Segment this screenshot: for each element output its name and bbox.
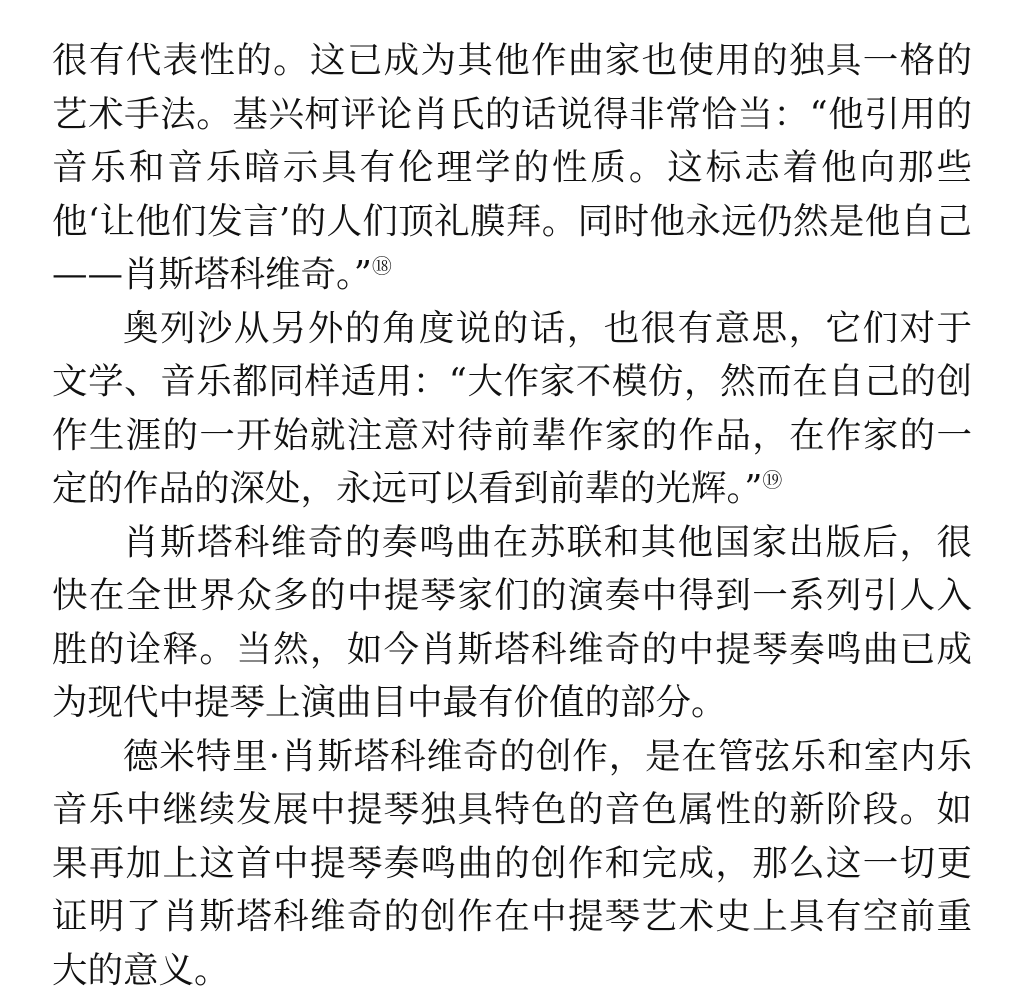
paragraph-3-text: 肖斯塔科维奇的奏鸣曲在苏联和其他国家出版后，很快在全世界众多的中提琴家们的演奏中得到一系列引人入胜的诠释。当然，如今肖斯塔科维奇的中提琴奏鸣曲已成为现代中提琴上演曲目中最有价值的部分。 xyxy=(52,522,972,724)
paragraph-1 xyxy=(52,34,972,302)
document-page xyxy=(52,34,972,997)
paragraph-1-text: 很有代表性的。这已成为其他作曲家也使用的独具一格的艺术手法。基兴柯评论肖氏的话说得非常恰当：“他引用的音乐和音乐暗示具有伦理学的性质。这标志着他向那些他‘让他们发言’的人们顶礼膜拜。同时他永远仍然是他自己——肖斯塔科维奇。” xyxy=(52,40,972,295)
paragraph-2-text: 奥列沙从另外的角度说的话，也很有意思，它们对于文学、音乐都同样适用：“大作家不模仿，然而在自己的创作生涯的一开始就注意对待前辈作家的作品，在作家的一定的作品的深处，永远可以看到前辈的光辉。” xyxy=(52,308,972,510)
footnote-marker-19: ⑲ xyxy=(762,468,782,492)
paragraph-4 xyxy=(52,730,972,997)
paragraph-3 xyxy=(52,516,972,730)
footnote-marker-18: ⑱ xyxy=(372,254,392,278)
paragraph-4-text: 德米特里·肖斯塔科维奇的创作，是在管弦乐和室内乐音乐中继续发展中提琴独具特色的音色属性的新阶段。如果再加上这首中提琴奏鸣曲的创作和完成，那么这一切更证明了肖斯塔科维奇的创作在中提琴艺术史上具有空前重大的意义。 xyxy=(52,736,972,991)
paragraph-2 xyxy=(52,302,972,516)
